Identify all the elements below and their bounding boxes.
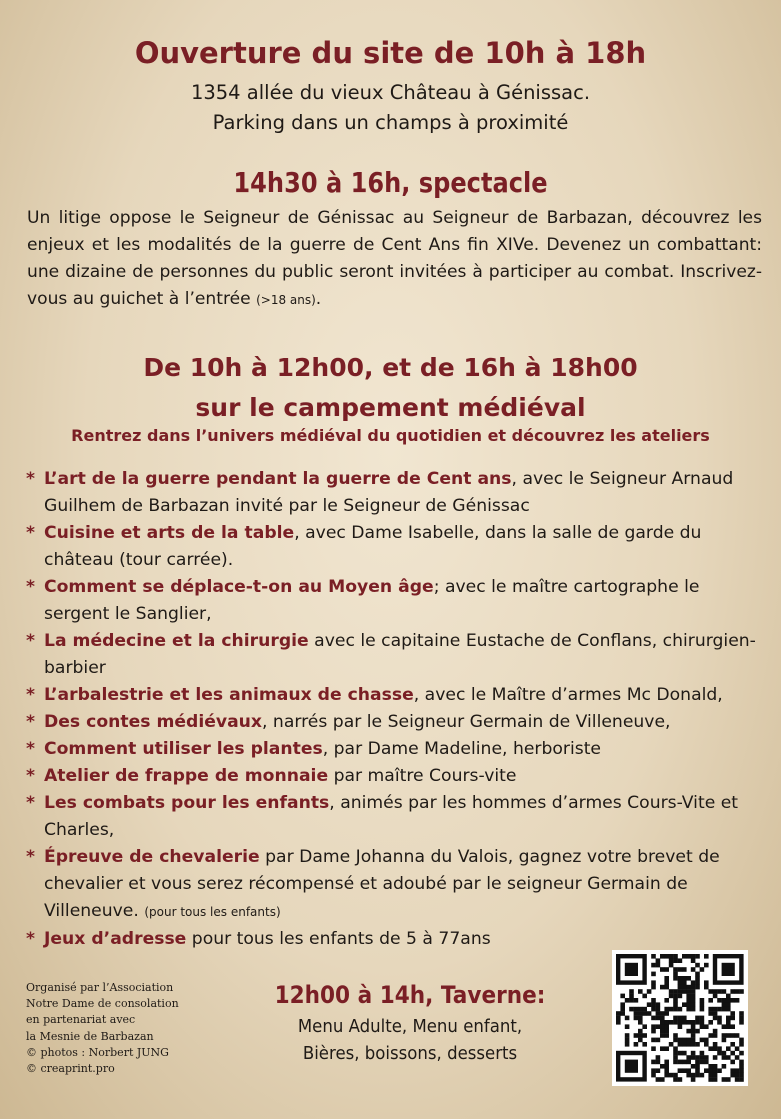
atelier-name: Atelier de frappe de monnaie bbox=[44, 766, 329, 786]
atelier-item bbox=[26, 628, 766, 682]
atelier-desc: , avec le Maître d’armes Mc Donald, bbox=[413, 685, 723, 705]
atelier-item bbox=[26, 736, 766, 763]
atelier-note: (pour tous les enfants) bbox=[144, 905, 281, 919]
ateliers-list bbox=[26, 466, 766, 953]
bullet-star-icon: * bbox=[26, 631, 35, 651]
atelier-name: Cuisine et arts de la table bbox=[44, 523, 295, 543]
atelier-item bbox=[26, 520, 766, 574]
organizer-line: © creaprint.pro bbox=[26, 1062, 115, 1076]
atelier-name: L’art de la guerre pendant la guerre de Cent ans bbox=[44, 469, 512, 489]
bullet-star-icon: * bbox=[26, 847, 35, 867]
atelier-item bbox=[26, 844, 766, 926]
atelier-name: Comment utiliser les plantes bbox=[44, 739, 323, 759]
atelier-name: L’arbalestrie et les animaux de chasse bbox=[44, 685, 414, 705]
spectacle-text: Un litige oppose le Seigneur de Génissac au Seigneur de Barbazan, découvrez les enjeux et les modalités de la guerre de Cent Ans fin XIVe. Devenez un combattant: une dizaine de personnes du public seront invitées à participer au combat. Inscrivez-vous au guichet à l’entrée bbox=[27, 208, 762, 309]
atelier-desc: ; avec le maître cartographe le sergent le Sanglier, bbox=[44, 577, 700, 624]
atelier-desc: , avec Dame Isabelle, dans la salle de garde du château (tour carrée). bbox=[44, 523, 702, 570]
taverne-block bbox=[220, 981, 600, 1067]
atelier-name: Les combats pour les enfants bbox=[44, 793, 330, 813]
spectacle-title: 14h30 à 16h, spectacle bbox=[233, 166, 548, 199]
atelier-desc: , animés par les hommes d’armes Cours-Vite et Charles, bbox=[44, 793, 739, 840]
taverne-line1: Menu Adulte, Menu enfant, bbox=[297, 1016, 523, 1037]
taverne-menu bbox=[235, 1013, 585, 1067]
bullet-star-icon: * bbox=[26, 739, 35, 759]
atelier-name: Comment se déplace-t-on au Moyen âge bbox=[44, 577, 434, 597]
camp-title-line1: De 10h à 12h00, et de 16h à 18h00 bbox=[143, 353, 638, 382]
atelier-name: Épreuve de chevalerie bbox=[44, 847, 260, 867]
organizer-line: la Mesnie de Barbazan bbox=[26, 1029, 154, 1043]
atelier-desc: , narrés par le Seigneur Germain de Villeneuve, bbox=[262, 712, 671, 732]
qr-code-graphic bbox=[612, 950, 748, 1086]
bullet-star-icon: * bbox=[26, 523, 35, 543]
taverne-title: 12h00 à 14h, Taverne: bbox=[274, 981, 546, 1009]
bullet-star-icon: * bbox=[26, 685, 35, 705]
bullet-star-icon: * bbox=[26, 577, 35, 597]
organizer-line: en partenariat avec bbox=[26, 1013, 136, 1027]
atelier-item bbox=[26, 763, 766, 790]
organizer-line: Organisé par l’Association bbox=[26, 981, 174, 994]
atelier-desc: par maître Cours-vite bbox=[328, 766, 517, 786]
organizer-line: © photos : Norbert JUNG bbox=[26, 1045, 169, 1059]
taverne-line2: Bières, boissons, desserts bbox=[302, 1043, 518, 1064]
bullet-star-icon: * bbox=[26, 929, 35, 949]
atelier-item bbox=[26, 926, 766, 953]
organizer-line: Notre Dame de consolation bbox=[26, 997, 179, 1011]
atelier-item bbox=[26, 466, 766, 520]
camp-title-line2: sur le campement médiéval bbox=[195, 393, 586, 422]
address-line: 1354 allée du vieux Château à Génissac. bbox=[190, 81, 591, 104]
camp-title bbox=[0, 348, 781, 428]
bullet-star-icon: * bbox=[26, 712, 35, 732]
bullet-star-icon: * bbox=[26, 469, 35, 489]
camp-subtitle: Rentrez dans l’univers médiéval du quotidien et découvrez les ateliers bbox=[71, 426, 710, 445]
atelier-desc: , par Dame Madeline, herboriste bbox=[322, 739, 602, 759]
atelier-desc: pour tous les enfants de 5 à 77ans bbox=[186, 929, 491, 949]
parking-line: Parking dans un champs à proximité bbox=[212, 111, 569, 134]
atelier-name: La médecine et la chirurgie bbox=[44, 631, 309, 651]
spectacle-text-end: . bbox=[315, 289, 322, 309]
address-block bbox=[0, 78, 781, 138]
atelier-item bbox=[26, 790, 766, 844]
organizer-credits bbox=[26, 980, 226, 1077]
atelier-item bbox=[26, 682, 766, 709]
atelier-desc: par Dame Johanna du Valois, gagnez votre brevet de chevalier et vous serez récompensé et adoubé par le seigneur Germain de Villeneuve. bbox=[44, 847, 720, 921]
atelier-item bbox=[26, 709, 766, 736]
age-note: (>18 ans) bbox=[256, 293, 316, 307]
spectacle-description bbox=[27, 205, 762, 314]
atelier-name: Des contes médiévaux bbox=[44, 712, 262, 732]
bullet-star-icon: * bbox=[26, 793, 35, 813]
opening-hours-title: Ouverture du site de 10h à 18h bbox=[134, 36, 647, 70]
atelier-desc: avec le capitaine Eustache de Conflans, chirurgien-barbier bbox=[44, 631, 756, 678]
atelier-name: Jeux d’adresse bbox=[44, 929, 187, 949]
bullet-star-icon: * bbox=[26, 766, 35, 786]
qr-code-icon[interactable] bbox=[612, 950, 748, 1086]
atelier-desc: , avec le Seigneur Arnaud Guilhem de Barbazan invité par le Seigneur de Génissac bbox=[44, 469, 734, 516]
atelier-item bbox=[26, 574, 766, 628]
